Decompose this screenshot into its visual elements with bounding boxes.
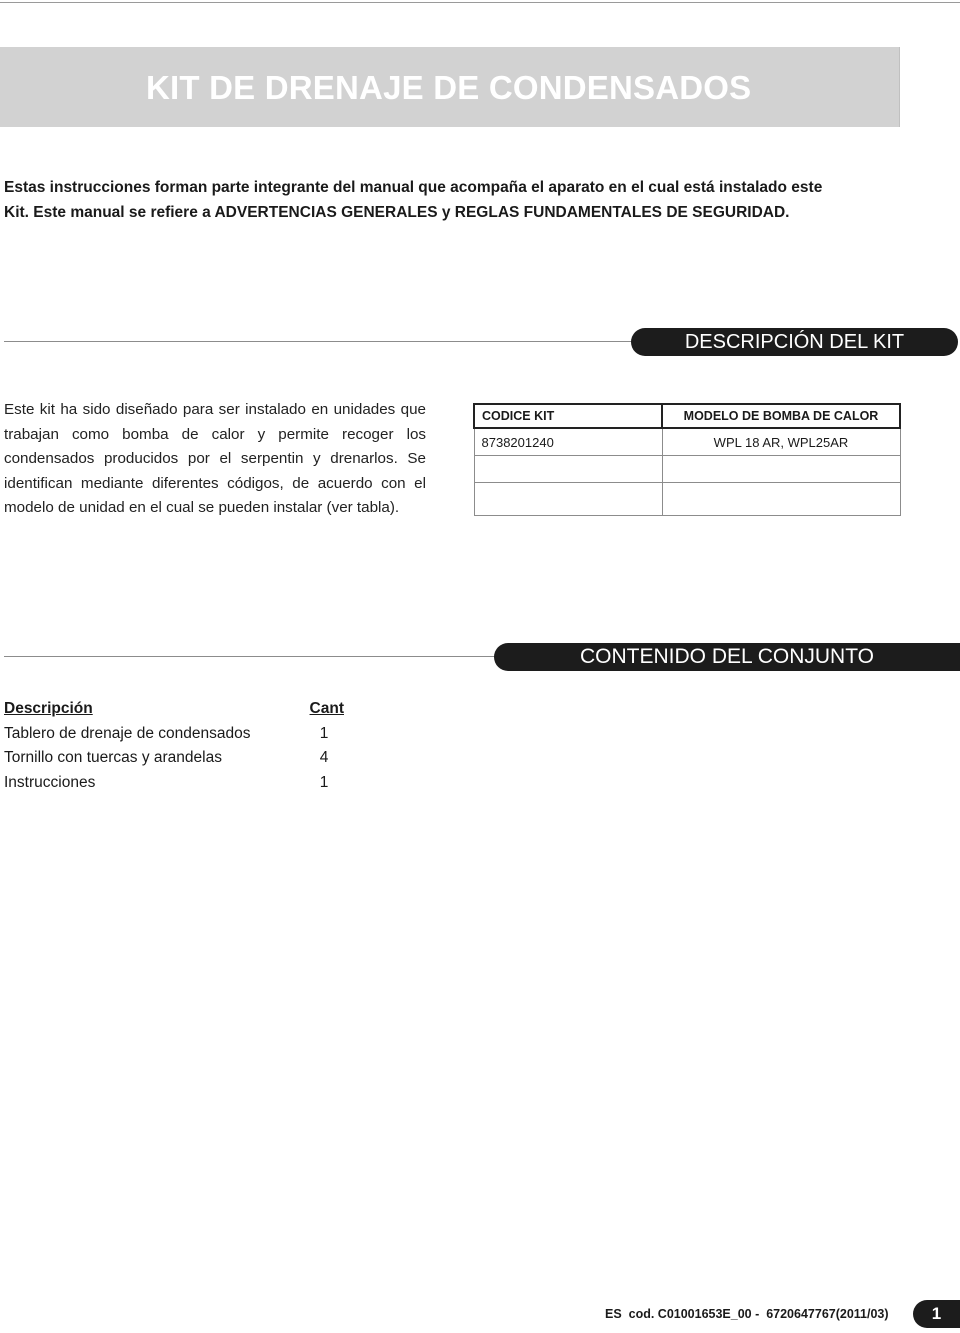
section-kit-rule [4, 341, 644, 342]
list-item [4, 771, 344, 796]
list-item [4, 722, 344, 747]
kit-description-text: Este kit ha sido diseñado para ser instalado en unidades que trabajan como bomba de calor y permite recoger los condensados producidos por el serpentin y drenarlos. Se identifican mediante diferentes códigos, de acuerdo con el modelo de unidad en el cual se pueden instalar (ver tabla). [4, 401, 426, 516]
section-contents-rule [4, 656, 504, 657]
contents-header [4, 697, 344, 722]
page-number: 1 [913, 1300, 960, 1328]
intro-line-1: Estas instrucciones forman parte integrante del manual que acompaña el aparato en el cual está instalado este [4, 179, 823, 196]
table-row [474, 428, 900, 456]
table-row [474, 456, 900, 483]
section-kit-heading: DESCRIPCIÓN DEL KIT [631, 328, 958, 356]
list-item [4, 746, 344, 771]
footer-document-code: ES cod. C01001653E_00 - 6720647767(2011/03) [605, 1307, 889, 1321]
kit-model-cell: WPL 18 AR, WPL25AR [662, 428, 900, 456]
contents-col-description: Descripción [4, 700, 93, 717]
item-qty: 1 [319, 724, 329, 742]
page-title: KIT DE DRENAJE DE CONDENSADOS [146, 69, 752, 106]
kit-table [473, 403, 901, 516]
top-rule [0, 2, 960, 3]
intro-line-2: Kit. Este manual se refiere a ADVERTENCIAS GENERALES y REGLAS FUNDAMENTALES DE SEGURIDAD. [4, 203, 790, 221]
table-row [474, 483, 900, 516]
kit-table-header-model: MODELO DE BOMBA DE CALOR [662, 404, 900, 428]
item-name: Instrucciones [4, 773, 96, 791]
item-qty: 4 [319, 749, 329, 766]
kit-model-cell [662, 483, 900, 516]
kit-code-cell [474, 483, 662, 516]
title-band [0, 47, 900, 127]
item-name: Tablero de drenaje de condensados [4, 724, 251, 742]
contents-list [4, 697, 344, 795]
kit-code-cell: 8738201240 [474, 428, 662, 456]
contents-col-qty: Cant [309, 700, 344, 717]
kit-code-cell [474, 456, 662, 483]
kit-model-cell [662, 456, 900, 483]
kit-table-header-row [474, 404, 900, 428]
intro-text [4, 176, 944, 225]
item-qty: 1 [319, 773, 329, 791]
kit-description [4, 398, 426, 521]
item-name: Tornillo con tuercas y arandelas [4, 749, 222, 766]
section-contents-heading: CONTENIDO DEL CONJUNTO [494, 643, 960, 671]
kit-table-header-code: CODICE KIT [474, 404, 662, 428]
